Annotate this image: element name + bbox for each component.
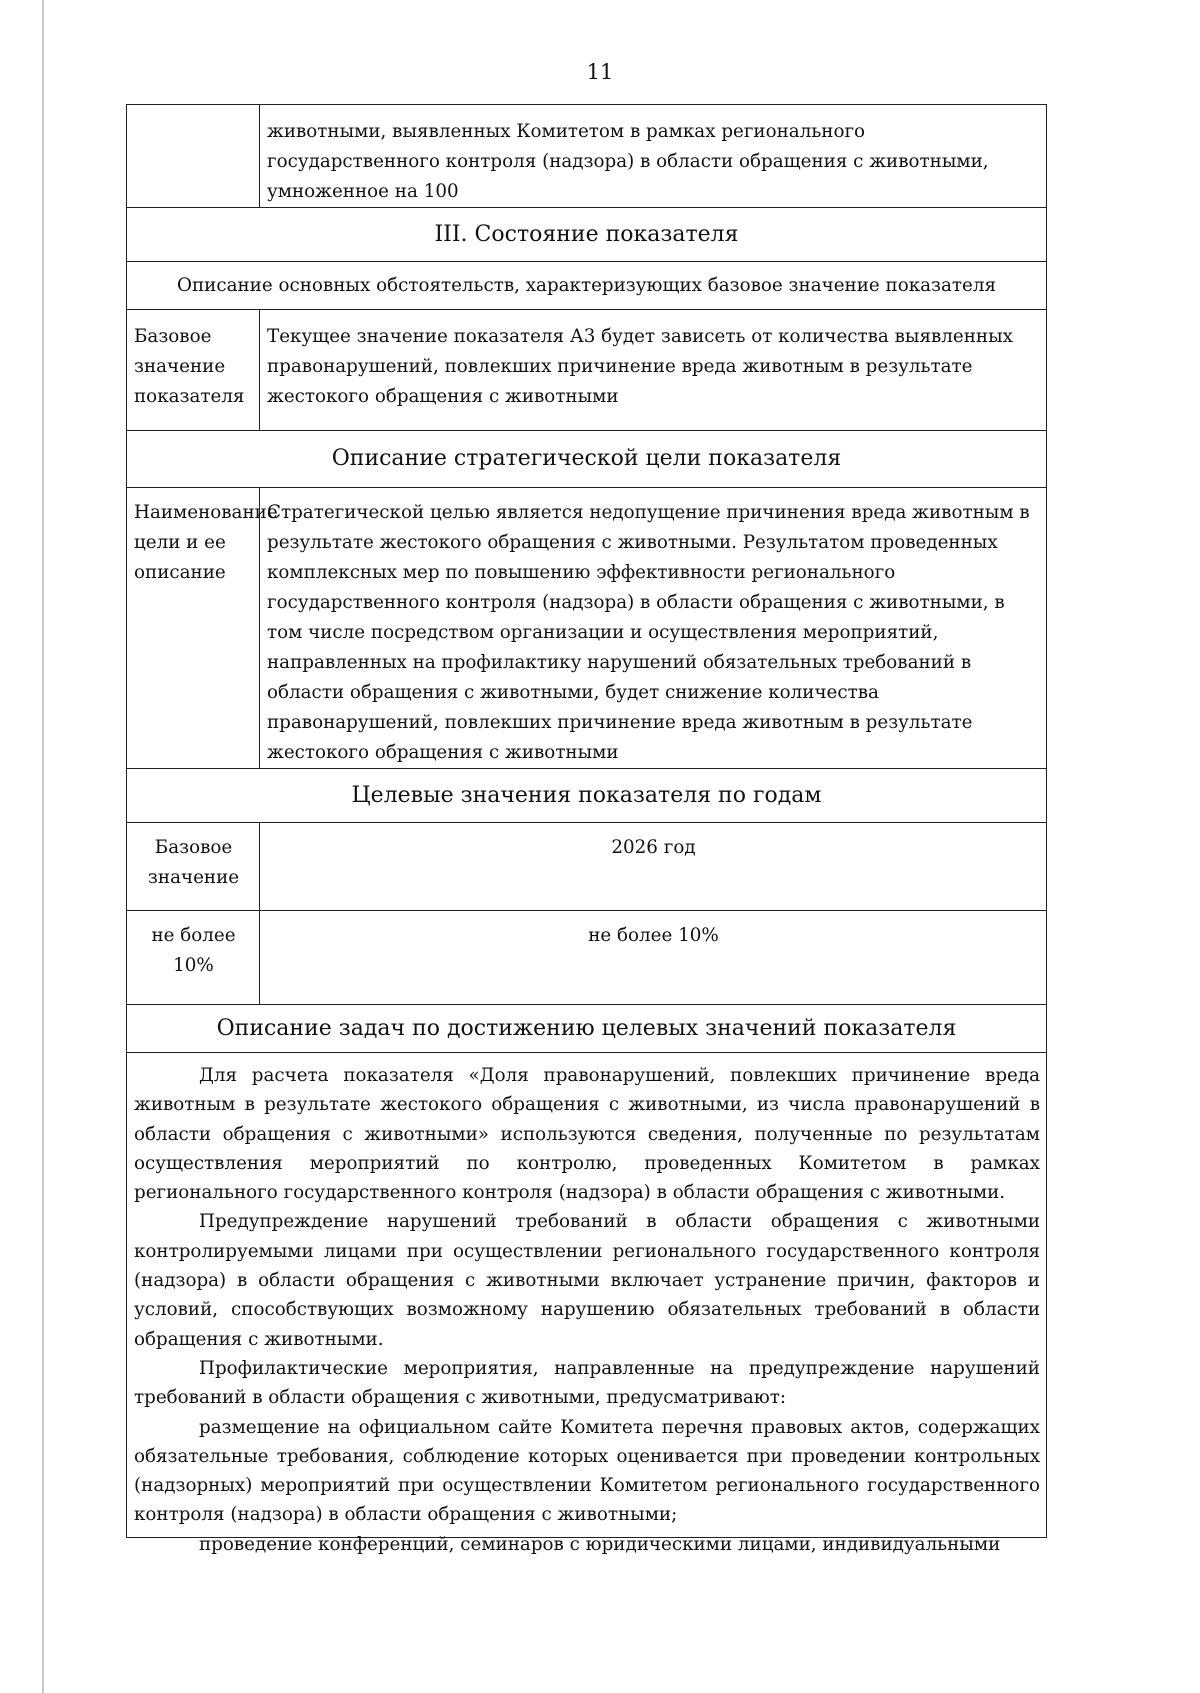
indicator-passport-table: [126, 104, 1047, 1555]
tasks-paragraph: размещение на официальном сайте Комитета перечня правовых актов, содержащих обязательные требования, соблюдение которых оценивается при проведении контрольных (надзорных) мероприятий при осуществлении Комитетом регионального государственного контроля (надзора) в области обращения с животными;: [134, 1416, 1040, 1526]
target-year-label: 2026 год: [260, 823, 1047, 911]
base-description-heading-row: [127, 262, 1047, 310]
target-values-row: [127, 911, 1047, 1005]
section-heading-row: [127, 208, 1047, 262]
tasks-body-cell: [127, 1053, 1047, 1555]
goal-row: [127, 488, 1047, 769]
tasks-paragraph: Предупреждение нарушений требований в области обращения с животными контролируемыми лицами при осуществлении регионального государственного контроля (надзора) в области обращения с животными включает устранение причин, факторов и условий, способствующих возможному нарушению обязательных требований в области обращения с животными.: [134, 1211, 1040, 1350]
goal-label: Наименование цели и ее описание: [127, 488, 260, 769]
strategic-heading: Описание стратегической цели показателя: [127, 431, 1047, 488]
tasks-paragraph: Профилактические мероприятия, направленные на предупреждение нарушений требований в области обращения с животными, предусматривают:: [134, 1357, 1040, 1409]
continuation-row: [127, 105, 1047, 208]
target-heading-row: [127, 769, 1047, 823]
base-value-row: [127, 310, 1047, 431]
base-value-text: Текущее значение показателя А3 будет зависеть от количества выявленных правонарушений, повлекших причинение вреда животным в результате жестокого обращения с животными: [260, 310, 1047, 431]
page-number: 11: [586, 60, 614, 84]
tasks-heading: Описание задач по достижению целевых значений показателя: [127, 1005, 1047, 1053]
scan-margin-line: [42, 0, 44, 1693]
tasks-heading-row: [127, 1005, 1047, 1053]
target-base-label: Базовое значение: [127, 823, 260, 911]
strategic-heading-row: [127, 431, 1047, 488]
continuation-text: животными, выявленных Комитетом в рамках регионального государственного контроля (надзора) в области обращения с животными, умноженное на 100: [260, 105, 1047, 208]
target-year-value: не более 10%: [260, 911, 1047, 1005]
section-heading: III. Состояние показателя: [127, 208, 1047, 262]
tasks-body-row: [127, 1053, 1047, 1538]
base-value-label: Базовое значение показателя: [127, 310, 260, 431]
continuation-empty-cell: [127, 105, 260, 208]
tasks-paragraph: проведение конференций, семинаров с юридическими лицами, индивидуальными: [199, 1533, 1001, 1555]
target-years-row: [127, 823, 1047, 911]
tasks-body-text: [127, 1053, 1046, 1555]
tasks-paragraph: Для расчета показателя «Доля правонарушений, повлекших причинение вреда животным в результате жестокого обращения с животными, из числа правонарушений в области обращения с животными» используются сведения, полученные по результатам осуществления мероприятий по контролю, проведенных Комитетом в рамках регионального государственного контроля (надзора) в области обращения с животными.: [134, 1065, 1040, 1204]
target-heading: Целевые значения показателя по годам: [127, 769, 1047, 823]
target-base-value: не более 10%: [127, 911, 260, 1005]
base-description-heading: Описание основных обстоятельств, характеризующих базовое значение показателя: [127, 262, 1047, 310]
goal-text: Стратегической целью является недопущение причинения вреда животным в результате жестокого обращения с животными. Результатом проведенных комплексных мер по повышению эффективности регионального государственного контроля (надзора) в области обращения с животными, в том числе посредством организации и осуществления мероприятий, направленных на профилактику нарушений обязательных требований в области обращения с животными, будет снижение количества правонарушений, повлекших причинение вреда животным в результате жестокого обращения с животными: [260, 488, 1047, 769]
